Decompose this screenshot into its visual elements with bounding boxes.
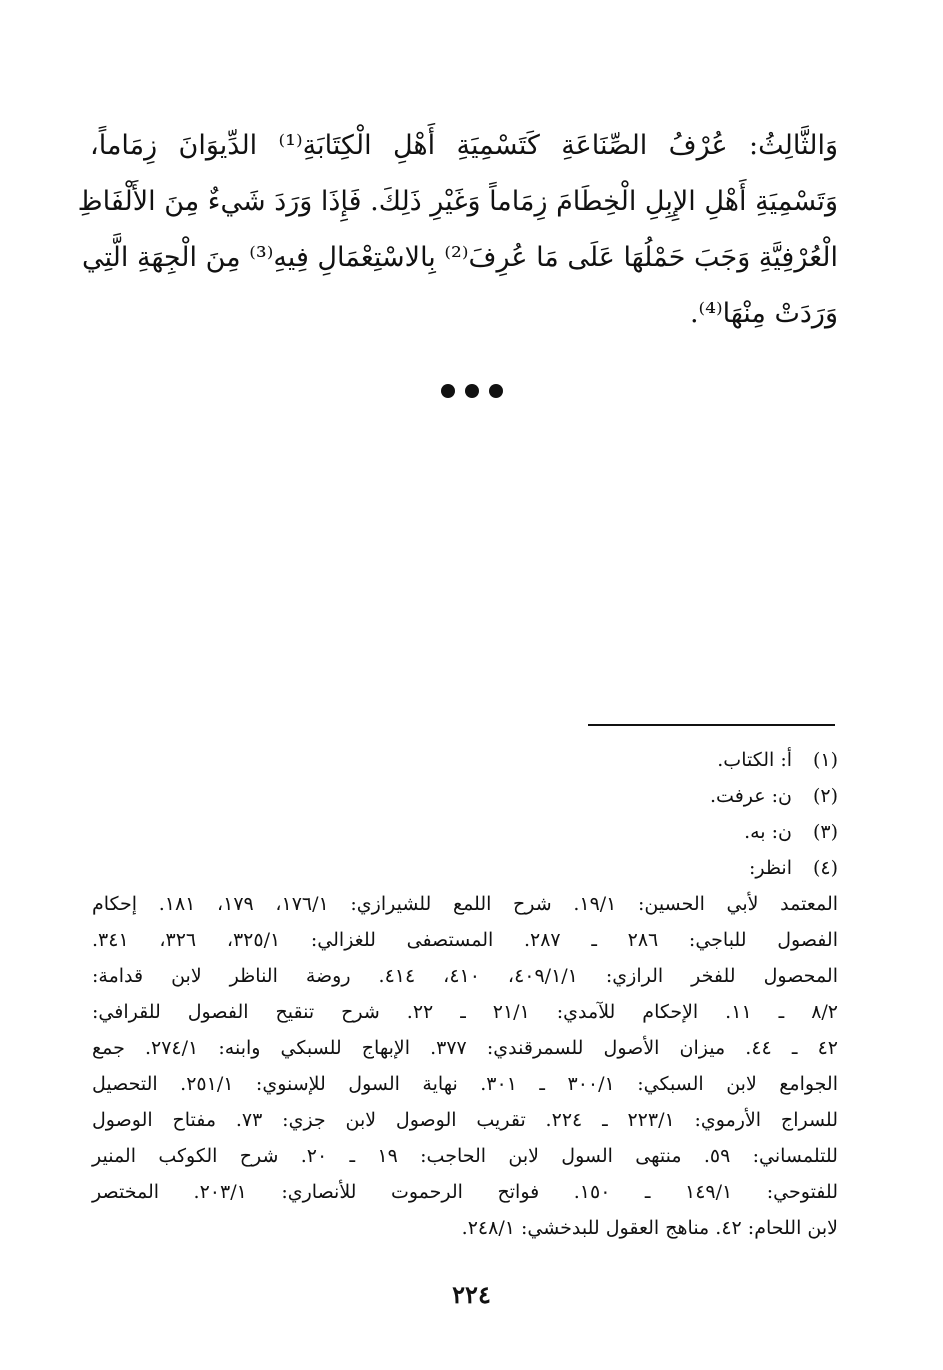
footnote-references <box>92 886 838 1246</box>
footnote-number: (٣) <box>812 821 838 843</box>
reference-line: للتلمساني: ٥٩. منتهى السول لابن الحاجب: ١٩ ـ ٢٠. شرح الكوكب المنير <box>92 1145 838 1167</box>
footnote-number: (١) <box>812 749 838 771</box>
reference-line: الفصول للباجي: ٢٨٦ ـ ٢٨٧. المستصفى للغزالي: ٣٢٥/١، ٣٢٦، ٣٤١. <box>92 929 838 951</box>
footnote-item <box>92 850 838 886</box>
footnote-text: انظر: <box>748 857 792 879</box>
main-line: الْعُرْفِيَّةِ وَجَبَ حَمْلُهَا عَلَى مَا عُرِفَ⁽²⁾ بِالاسْتِعْمَالِ فِيهِ⁽³⁾ مِنَ الْجِهَةِ الَّتِي <box>82 242 838 273</box>
page-number: ٢٢٤ <box>452 1280 491 1309</box>
section-separator <box>0 383 943 402</box>
footnote-divider <box>588 724 835 726</box>
footnote-number: (٤) <box>812 857 838 879</box>
reference-line: ٨/٢ ـ ١١. الإحكام للآمدي: ٢١/١ ـ ٢٢. شرح تنقيح الفصول للقرافي: <box>92 1001 838 1023</box>
reference-line: للسراج الأرموي: ٢٢٣/١ ـ ٢٢٤. تقريب الوصول لابن جزي: ٧٣. مفتاح الوصول <box>92 1109 838 1131</box>
reference-line: لابن اللحام: ٤٢. مناهج العقول للبدخشي: ٢٤٨/١. <box>461 1217 838 1239</box>
main-line: وَرَدَتْ مِنْهَا⁽⁴⁾. <box>689 298 838 329</box>
separator-dot <box>489 384 503 398</box>
main-line: وَالثَّالِثُ: عُرْفُ الصِّنَاعَةِ كَتَسْمِيَةِ أَهْلِ الْكِتَابَةِ⁽¹⁾ الدِّيوَانَ زِمَاماً، <box>90 130 838 161</box>
separator-dot <box>465 384 479 398</box>
reference-line: المحصول للفخر الرازي: ٤٠٩/١/١، ٤١٠، ٤١٤. روضة الناظر لابن قدامة: <box>92 965 838 987</box>
main-line: وَتَسْمِيَةِ أَهْلِ الإِبِلِ الْخِطَامَ زِمَاماً وَغَيْرِ ذَلِكَ. فَإِذَا وَرَدَ شَيءٌ مِنَ الأَلْفَاظِ <box>77 186 838 217</box>
reference-line: المعتمد لأبي الحسين: ١٩/١. شرح اللمع للشيرازي: ١٧٦/١، ١٧٩، ١٨١. إحكام <box>92 893 839 915</box>
reference-line: ٤٢ ـ ٤٤. ميزان الأصول للسمرقندي: ٣٧٧. الإبهاج للسبكي وابنه: ٢٧٤/١. جمع <box>92 1037 838 1059</box>
footnote-text: ن: به. <box>744 821 792 843</box>
separator-dot <box>441 384 455 398</box>
footnote-number: (٢) <box>812 785 838 807</box>
footnote-text: ن: عرفت. <box>710 785 792 807</box>
reference-line: للفتوحي: ١٤٩/١ ـ ١٥٠. فواتح الرحموت للأنصاري: ٢٠٣/١. المختصر <box>92 1181 838 1203</box>
footnotes <box>92 742 838 1246</box>
reference-line: الجوامع لابن السبكي: ٣٠٠/١ ـ ٣٠١. نهاية السول للإسنوي: ٢٥١/١. التحصيل <box>92 1073 838 1095</box>
footnote-item <box>92 778 838 814</box>
main-paragraph <box>77 118 838 342</box>
footnote-item <box>92 814 838 850</box>
footnote-item <box>92 742 838 778</box>
footnote-text: أ: الكتاب. <box>717 749 792 771</box>
